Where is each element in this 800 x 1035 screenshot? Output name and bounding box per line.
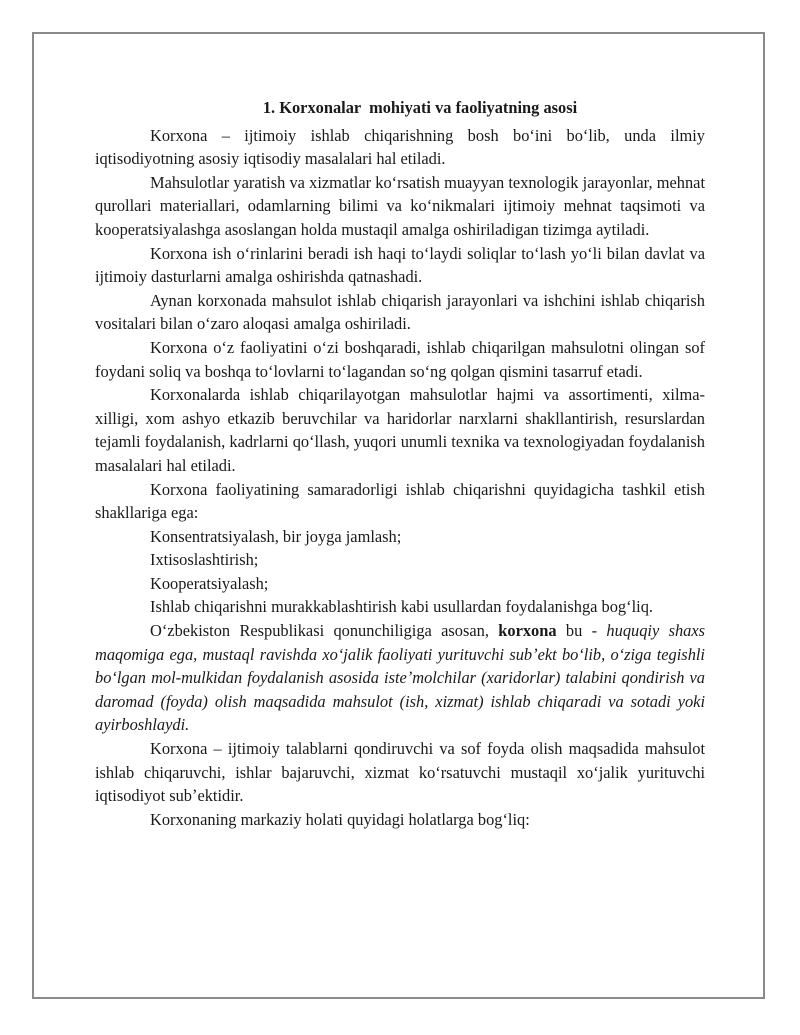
definition-body: huquqiy shaxs maqomiga ega, mustaql ravishda xoʻjalik faoliyati yurituvchi subʼekt boʻlib, oʻziga tegishli boʻlgan mol-mulkidan foydalanish asosida isteʼmolchilar (xaridorlar) talabini qondirish va daromad (foyda) olish maqsadida mahsulot (ish, xizmat) ishlab chiqaradi va sotadi yoki ayirboshlaydi. bbox=[95, 621, 705, 735]
paragraph: Korxonaning markaziy holati quyidagi holatlarga bogʻliq: bbox=[150, 809, 530, 829]
paragraph: Mahsulotlar yaratish va xizmatlar koʻrsatish muayyan texnologik jarayonlar, mehnat qurollari materiallari, odamlarning bilimi va koʻnikmalari ijtimoiy mehnat taqsimoti va kooperatsiyalashga asoslangan holda mustaqil amalga oshiriladigan tizimga aytiladi. bbox=[95, 172, 705, 239]
paragraph: Korxonalarda ishlab chiqarilayotgan mahsulotlar hajmi va assortimenti, xilma-xilligi, xom ashyo etkazib beruvchilar va haridorlar narxlarni shakllantirish, resurslardan tejamli foydalanish, kadrlarni qoʻllash, yuqori unumli texnika va texnologiyadan foydalanish masalalari hal etiladi. bbox=[95, 385, 705, 475]
paragraph: Korxona ish oʻrinlarini beradi ish haqi toʻlaydi soliqlar toʻlash yoʻli bilan davlat va ijtimoiy dasturlarni amalga oshirishda qatnashadi. bbox=[95, 243, 705, 287]
section-title: 1. Korxonalar mohiyati va faoliyatning asosi bbox=[262, 98, 578, 117]
definition-paragraph bbox=[95, 619, 705, 737]
list-item: Ixtisoslashtirish; bbox=[150, 550, 259, 570]
paragraph: Aynan korxonada mahsulot ishlab chiqarish jarayonlari va ishchini ishlab chiqarish vositalari bilan oʻzaro aloqasi amalga oshiriladi. bbox=[95, 290, 705, 334]
paragraph: Korxona – ijtimoiy talablarni qondiruvchi va sof foyda olish maqsadida mahsulot ishlab chiqaruvchi, ishlar bajaruvchi, xizmat koʻrsatuvchi mustaqil xoʻjalik yurituvchi iqtisodiyot subʼektidir. bbox=[95, 739, 705, 806]
definition-connector: bu - bbox=[556, 621, 607, 641]
paragraph: Korxona oʻz faoliyatini oʻzi boshqaradi, ishlab chiqarilgan mahsulotni olingan sof foydani soliq va boshqa toʻlovlarni toʻlagandan soʻng qolgan qismini tasarruf etadi. bbox=[95, 337, 705, 381]
list-item: Kooperatsiyalash; bbox=[150, 573, 269, 593]
paragraph: Korxona faoliyatining samaradorligi ishlab chiqarishni quyidagicha tashkil etish shakllariga ega: bbox=[95, 479, 705, 523]
definition-term: korxona bbox=[498, 621, 557, 641]
list-item: Konsentratsiyalash, bir joyga jamlash; bbox=[150, 526, 402, 546]
paragraph: Korxona – ijtimoiy ishlab chiqarishning bosh boʻini boʻlib, unda ilmiy iqtisodiyotning asosiy iqtisodiy masalalari hal etiladi. bbox=[95, 125, 705, 169]
document-body bbox=[95, 96, 705, 831]
paragraph: Ishlab chiqarishni murakkablashtirish kabi usullardan foydalanishga bogʻliq. bbox=[150, 597, 653, 617]
definition-lead: Oʻzbekiston Respublikasi qonunchiligiga asosan, bbox=[150, 621, 499, 641]
